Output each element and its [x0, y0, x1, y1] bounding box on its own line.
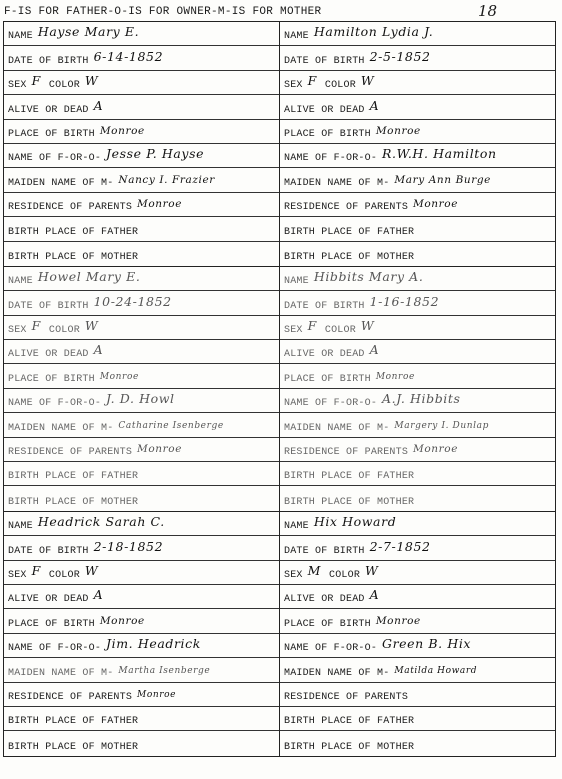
residence-of-parents-value: Monroe: [413, 443, 459, 456]
place-of-birth-row: [4, 120, 279, 144]
place-of-birth-label: PLACE OF BIRTH: [284, 128, 371, 140]
sex-color-row: [280, 316, 555, 340]
mother-maiden-name-row: [280, 413, 555, 437]
father-or-owner-label: NAME OF F-OR-O-: [284, 153, 378, 165]
name-label: NAME: [284, 276, 309, 288]
father-or-owner-row: [4, 634, 279, 658]
date-of-birth-value: 6-14-1852: [93, 48, 164, 64]
birth-place-of-mother-label: BIRTH PLACE OF MOTHER: [284, 741, 415, 753]
residence-of-parents-label: RESIDENCE OF PARENTS: [8, 202, 133, 214]
alive-or-dead-row: [280, 95, 555, 119]
mother-maiden-name-value: Catharine Isenberge: [118, 420, 224, 431]
name-label: NAME: [284, 521, 309, 533]
birth-place-of-mother-row: [4, 486, 279, 510]
residence-of-parents-label: RESIDENCE OF PARENTS: [284, 447, 409, 459]
birth-place-of-mother-label: BIRTH PLACE OF MOTHER: [284, 496, 415, 508]
sex-label: SEX: [8, 80, 27, 92]
birth-record: [3, 267, 279, 511]
father-or-owner-label: NAME OF F-OR-O-: [284, 643, 378, 655]
place-of-birth-row: [280, 364, 555, 388]
name-value: Hibbits Mary A.: [313, 269, 424, 285]
place-of-birth-value: Monroe: [99, 371, 139, 382]
color-value: W: [360, 73, 375, 89]
father-or-owner-row: [280, 144, 555, 168]
residence-of-parents-label: RESIDENCE OF PARENTS: [284, 691, 409, 703]
mother-maiden-name-label: MAIDEN NAME OF M-: [284, 177, 390, 189]
alive-or-dead-row: [280, 340, 555, 364]
sex-value: F: [31, 73, 41, 89]
father-or-owner-label: NAME OF F-OR-O-: [284, 398, 378, 410]
birth-place-of-father-label: BIRTH PLACE OF FATHER: [284, 226, 415, 238]
date-of-birth-row: [280, 291, 555, 315]
date-of-birth-value: 2-5-1852: [369, 48, 431, 64]
birth-record: [279, 22, 556, 266]
birth-place-of-mother-row: [280, 731, 555, 755]
residence-of-parents-row: [280, 683, 555, 707]
sex-label: SEX: [284, 80, 303, 92]
place-of-birth-row: [4, 609, 279, 633]
place-of-birth-label: PLACE OF BIRTH: [284, 618, 371, 630]
birth-place-of-mother-label: BIRTH PLACE OF MOTHER: [8, 251, 139, 263]
place-of-birth-value: Monroe: [99, 614, 145, 627]
mother-maiden-name-row: [280, 168, 555, 192]
father-or-owner-label: NAME OF F-OR-O-: [8, 398, 102, 410]
name-value: Hayse Mary E.: [37, 24, 140, 40]
alive-or-dead-label: ALIVE OR DEAD: [8, 104, 89, 116]
date-of-birth-value: 2-18-1852: [93, 538, 164, 554]
place-of-birth-row: [4, 364, 279, 388]
father-or-owner-row: [4, 389, 279, 413]
alive-or-dead-row: [4, 95, 279, 119]
birth-place-of-mother-label: BIRTH PLACE OF MOTHER: [284, 251, 415, 263]
record-pair: [3, 511, 556, 756]
mother-maiden-name-row: [4, 658, 279, 682]
name-row: [4, 267, 279, 291]
mother-maiden-name-value: Mary Ann Burge: [394, 173, 492, 186]
date-of-birth-row: [4, 536, 279, 560]
name-value: Headrick Sarah C.: [37, 514, 165, 530]
place-of-birth-value: Monroe: [99, 124, 145, 137]
residence-of-parents-row: [280, 438, 555, 462]
mother-maiden-name-label: MAIDEN NAME OF M-: [8, 177, 114, 189]
name-row: [280, 22, 555, 46]
date-of-birth-label: DATE OF BIRTH: [284, 545, 365, 557]
sex-color-row: [280, 71, 555, 95]
sex-label: SEX: [8, 325, 27, 337]
date-of-birth-label: DATE OF BIRTH: [8, 55, 89, 67]
page-number: 18: [478, 2, 498, 20]
sex-value: F: [31, 562, 41, 578]
sex-color-row: [280, 561, 555, 585]
name-label: NAME: [284, 31, 309, 43]
residence-of-parents-row: [4, 683, 279, 707]
place-of-birth-label: PLACE OF BIRTH: [8, 373, 95, 385]
father-or-owner-value: R.W.H. Hamilton: [382, 146, 497, 162]
birth-place-of-father-row: [280, 217, 555, 241]
place-of-birth-row: [280, 609, 555, 633]
alive-or-dead-label: ALIVE OR DEAD: [284, 594, 365, 606]
mother-maiden-name-value: Matilda Howard: [394, 665, 478, 676]
mother-maiden-name-value: Martha Isenberge: [118, 665, 211, 676]
alive-or-dead-value: A: [369, 97, 380, 113]
alive-or-dead-label: ALIVE OR DEAD: [8, 349, 89, 361]
mother-maiden-name-value: Margery I. Dunlap: [394, 420, 489, 431]
birth-record: [279, 512, 556, 756]
place-of-birth-value: Monroe: [375, 371, 415, 382]
alive-or-dead-row: [280, 585, 555, 609]
father-or-owner-value: A.J. Hibbits: [382, 391, 461, 407]
date-of-birth-value: 2-7-1852: [369, 538, 431, 554]
birth-place-of-father-row: [280, 462, 555, 486]
color-value: W: [84, 318, 99, 334]
birth-place-of-mother-label: BIRTH PLACE OF MOTHER: [8, 496, 139, 508]
father-or-owner-value: Jim. Headrick: [106, 636, 201, 652]
father-or-owner-value: Jesse P. Hayse: [106, 146, 205, 162]
color-label: COLOR: [324, 80, 356, 92]
sex-color-row: [4, 316, 279, 340]
mother-maiden-name-label: MAIDEN NAME OF M-: [284, 422, 390, 434]
residence-of-parents-label: RESIDENCE OF PARENTS: [8, 447, 133, 459]
name-row: [4, 512, 279, 536]
color-label: COLOR: [48, 325, 80, 337]
residence-of-parents-label: RESIDENCE OF PARENTS: [8, 691, 133, 703]
birth-place-of-mother-row: [4, 731, 279, 755]
place-of-birth-row: [280, 120, 555, 144]
father-or-owner-label: NAME OF F-OR-O-: [8, 153, 102, 165]
date-of-birth-row: [280, 46, 555, 70]
alive-or-dead-value: A: [369, 342, 380, 358]
name-label: NAME: [8, 276, 33, 288]
sex-color-row: [4, 71, 279, 95]
birth-place-of-mother-row: [280, 242, 555, 266]
birth-place-of-father-label: BIRTH PLACE OF FATHER: [284, 471, 415, 483]
color-value: W: [84, 562, 99, 578]
place-of-birth-label: PLACE OF BIRTH: [284, 373, 371, 385]
color-value: W: [84, 73, 99, 89]
date-of-birth-label: DATE OF BIRTH: [8, 545, 89, 557]
father-or-owner-label: NAME OF F-OR-O-: [8, 643, 102, 655]
father-or-owner-row: [4, 144, 279, 168]
sex-value: M: [307, 562, 322, 578]
alive-or-dead-label: ALIVE OR DEAD: [8, 594, 89, 606]
residence-of-parents-value: Monroe: [413, 198, 459, 211]
place-of-birth-label: PLACE OF BIRTH: [8, 618, 95, 630]
color-value: W: [365, 562, 379, 578]
name-value: Howel Mary E.: [37, 269, 141, 285]
name-label: NAME: [8, 521, 33, 533]
birth-place-of-mother-row: [280, 486, 555, 510]
sex-value: F: [307, 73, 317, 89]
alive-or-dead-row: [4, 585, 279, 609]
mother-maiden-name-row: [4, 413, 279, 437]
alive-or-dead-row: [4, 340, 279, 364]
father-or-owner-value: J. D. Howl: [106, 391, 175, 407]
sex-label: SEX: [284, 569, 303, 581]
birth-place-of-father-row: [4, 217, 279, 241]
record-pair: [3, 266, 556, 511]
father-or-owner-row: [280, 389, 555, 413]
name-value: Hamilton Lydia J.: [313, 24, 434, 40]
color-label: COLOR: [329, 569, 361, 581]
date-of-birth-label: DATE OF BIRTH: [8, 300, 89, 312]
birth-place-of-father-label: BIRTH PLACE OF FATHER: [8, 226, 139, 238]
date-of-birth-row: [4, 291, 279, 315]
residence-of-parents-value: Monroe: [137, 198, 183, 211]
father-or-owner-value: Green B. Hix: [382, 636, 472, 652]
form-legend: F-IS FOR FATHER-O-IS FOR OWNER-M-IS FOR MOTHER: [4, 6, 322, 18]
alive-or-dead-value: A: [93, 342, 104, 358]
mother-maiden-name-label: MAIDEN NAME OF M-: [8, 422, 114, 434]
birth-record: [279, 267, 556, 511]
name-row: [280, 512, 555, 536]
color-label: COLOR: [324, 325, 356, 337]
alive-or-dead-label: ALIVE OR DEAD: [284, 104, 365, 116]
birth-register-table: [3, 21, 556, 757]
father-or-owner-row: [280, 634, 555, 658]
date-of-birth-row: [4, 46, 279, 70]
color-label: COLOR: [48, 569, 80, 581]
birth-place-of-father-label: BIRTH PLACE OF FATHER: [8, 471, 139, 483]
birth-place-of-father-row: [4, 462, 279, 486]
residence-of-parents-row: [280, 193, 555, 217]
alive-or-dead-value: A: [369, 587, 380, 603]
date-of-birth-value: 1-16-1852: [369, 293, 440, 309]
residence-of-parents-value: Monroe: [137, 443, 183, 456]
mother-maiden-name-label: MAIDEN NAME OF M-: [8, 667, 114, 679]
birth-place-of-father-row: [4, 707, 279, 731]
place-of-birth-value: Monroe: [375, 124, 421, 137]
birth-place-of-father-label: BIRTH PLACE OF FATHER: [8, 716, 139, 728]
date-of-birth-value: 10-24-1852: [93, 293, 172, 309]
birth-record: [3, 512, 279, 756]
alive-or-dead-value: A: [93, 587, 104, 603]
name-row: [4, 22, 279, 46]
mother-maiden-name-label: MAIDEN NAME OF M-: [284, 667, 390, 679]
residence-of-parents-row: [4, 193, 279, 217]
birth-place-of-mother-label: BIRTH PLACE OF MOTHER: [8, 741, 139, 753]
place-of-birth-label: PLACE OF BIRTH: [8, 128, 95, 140]
birth-place-of-mother-row: [4, 242, 279, 266]
sex-value: F: [31, 318, 41, 334]
color-label: COLOR: [48, 80, 80, 92]
date-of-birth-label: DATE OF BIRTH: [284, 300, 365, 312]
mother-maiden-name-row: [280, 658, 555, 682]
mother-maiden-name-value: Nancy I. Frazier: [118, 173, 215, 186]
alive-or-dead-label: ALIVE OR DEAD: [284, 349, 365, 361]
record-pair: [3, 22, 556, 266]
birth-place-of-father-row: [280, 707, 555, 731]
birth-record: [3, 22, 279, 266]
residence-of-parents-value: Monroe: [137, 689, 177, 700]
mother-maiden-name-row: [4, 168, 279, 192]
residence-of-parents-label: RESIDENCE OF PARENTS: [284, 202, 409, 214]
color-value: W: [360, 318, 375, 334]
birth-place-of-father-label: BIRTH PLACE OF FATHER: [284, 716, 415, 728]
sex-color-row: [4, 561, 279, 585]
date-of-birth-label: DATE OF BIRTH: [284, 55, 365, 67]
name-row: [280, 267, 555, 291]
sex-label: SEX: [8, 569, 27, 581]
name-label: NAME: [8, 31, 33, 43]
place-of-birth-value: Monroe: [375, 614, 421, 627]
date-of-birth-row: [280, 536, 555, 560]
sex-label: SEX: [284, 325, 303, 337]
sex-value: F: [307, 318, 317, 334]
name-value: Hix Howard: [313, 514, 397, 530]
alive-or-dead-value: A: [93, 97, 104, 113]
residence-of-parents-row: [4, 438, 279, 462]
